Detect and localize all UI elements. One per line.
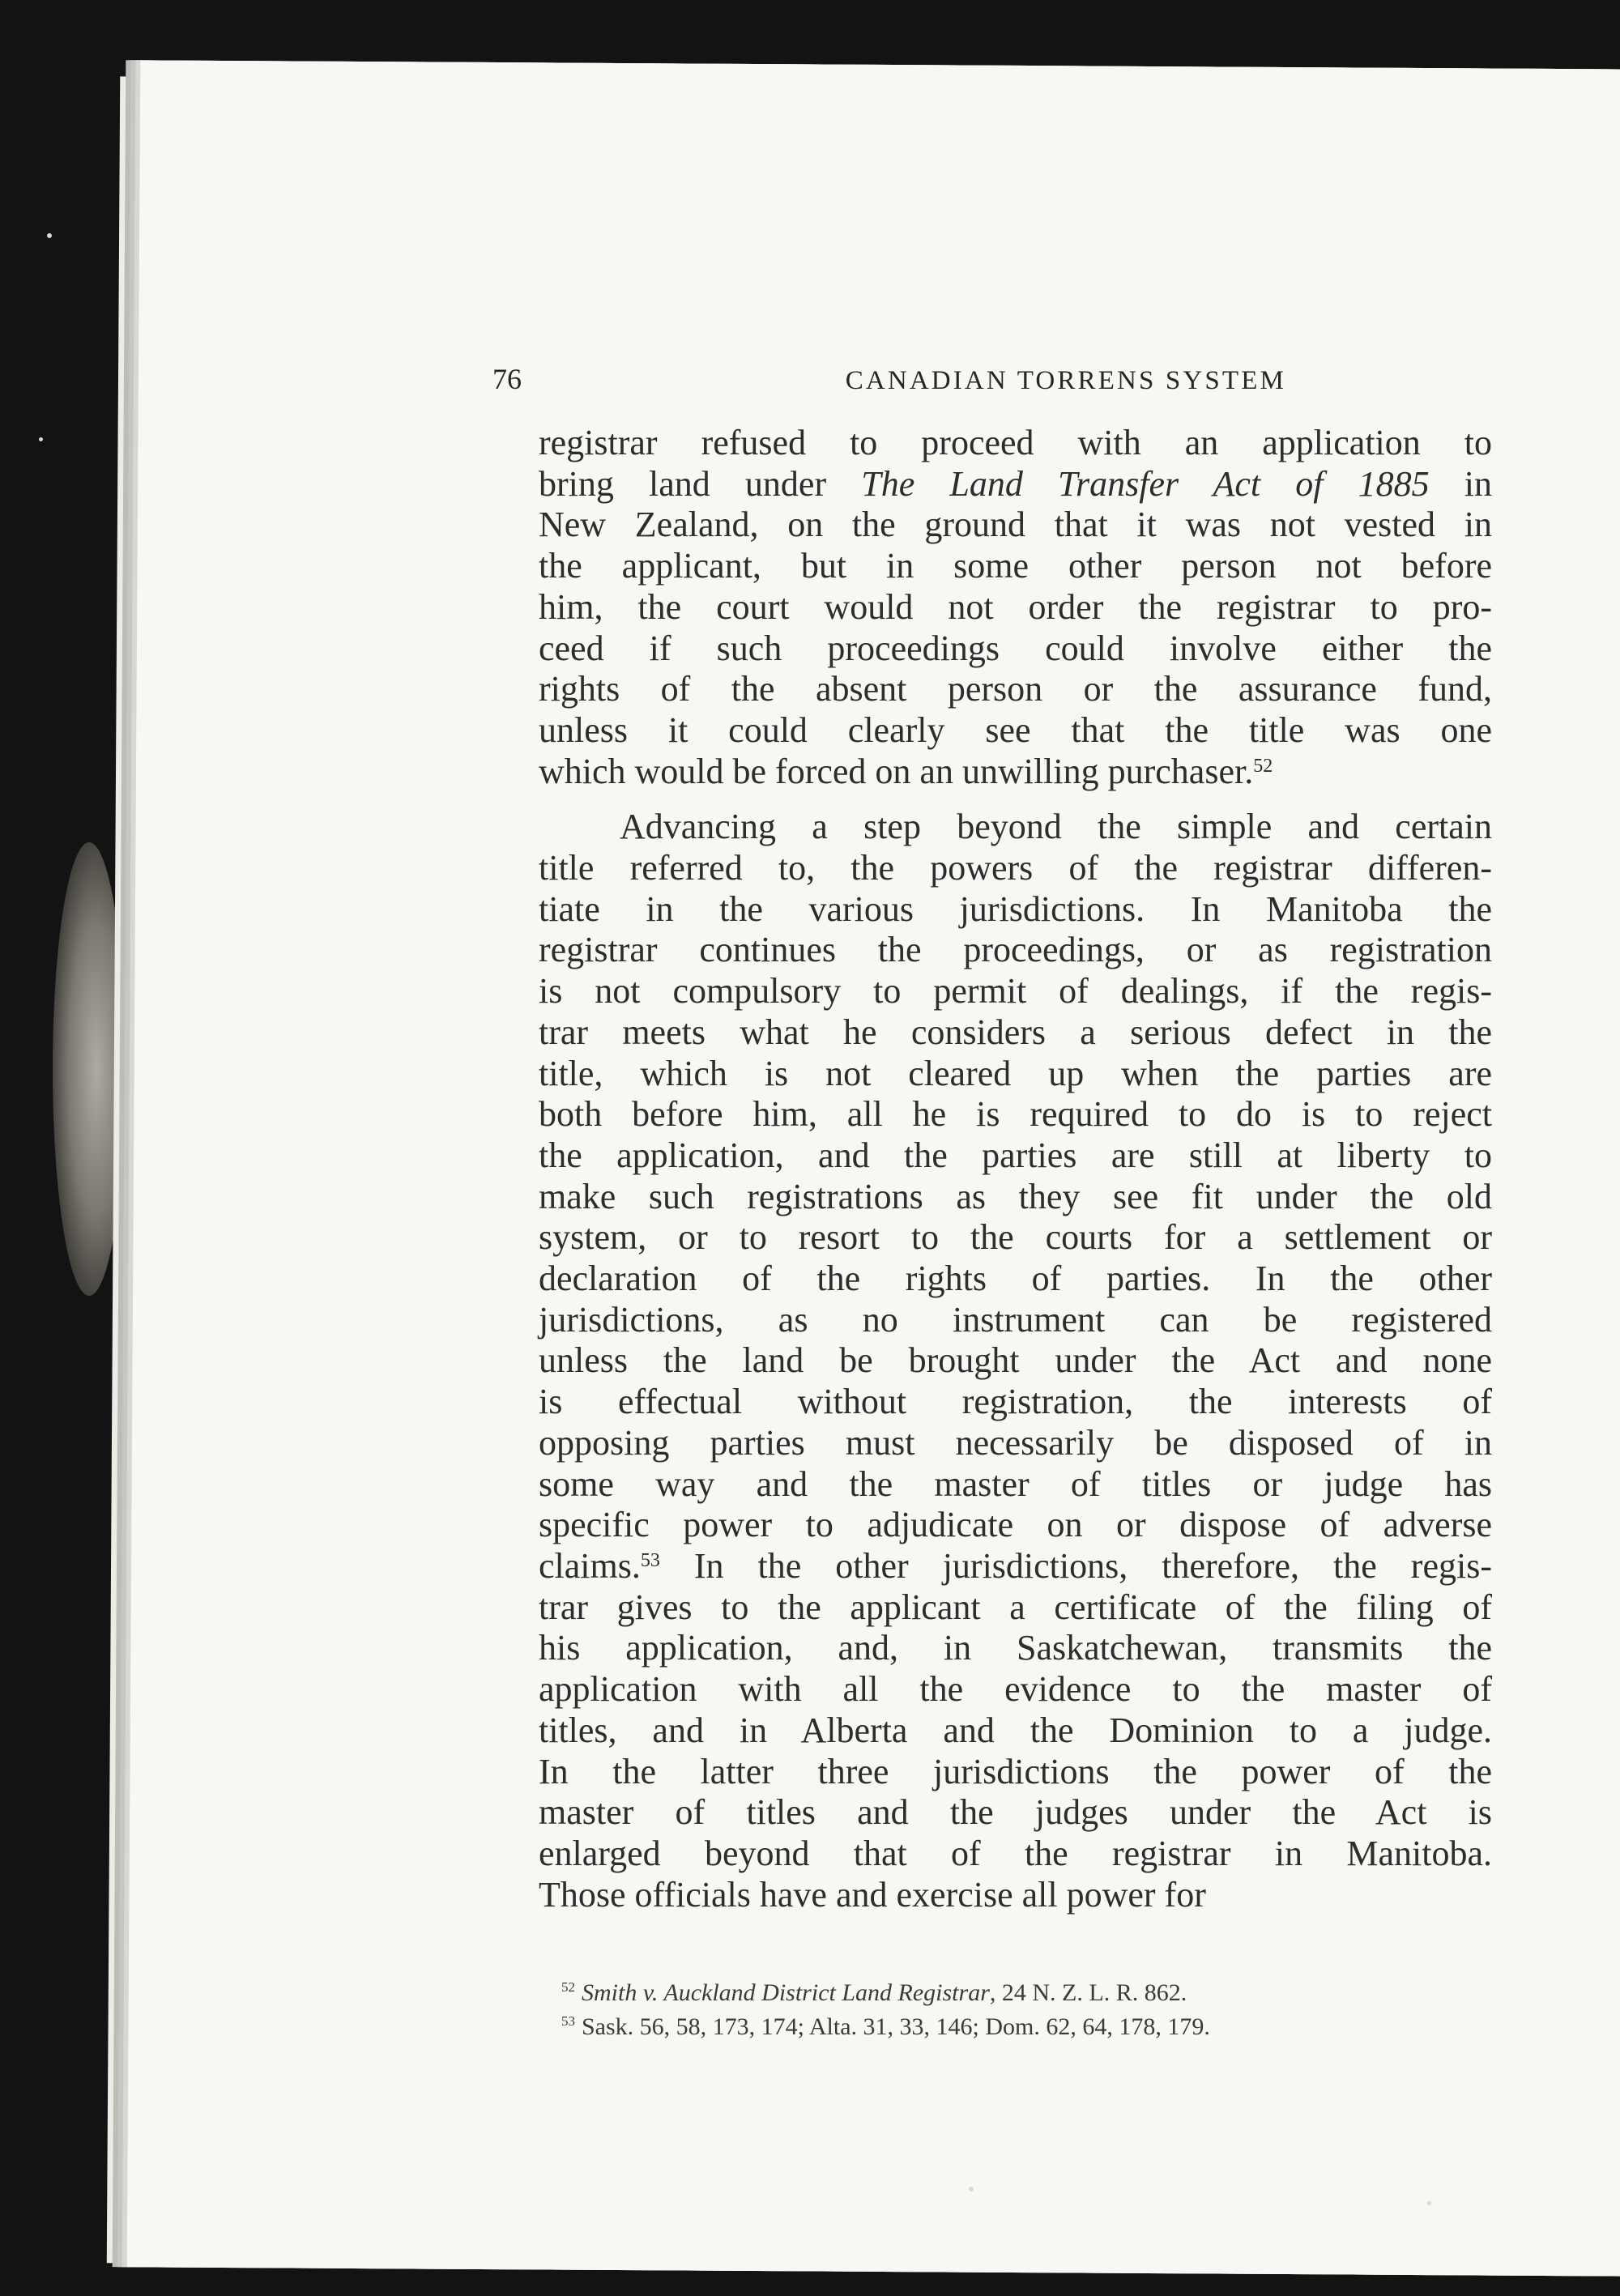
text-line: [539, 1177, 1492, 1218]
paragraph: [539, 807, 1492, 1915]
text-line: [539, 807, 1492, 848]
text-run: both before him, all he is required to do is to reject: [539, 1094, 1492, 1135]
text-run: In the other jurisdictions, therefore, the regis-: [659, 1545, 1492, 1586]
text-run: trar gives to the applicant a certificate of the filing of: [539, 1587, 1492, 1627]
text-line: [539, 1752, 1492, 1793]
page-number: 76: [492, 363, 522, 395]
text-line: [539, 1792, 1492, 1834]
text-run: registrar continues the proceedings, or as registration: [539, 930, 1492, 970]
text-line: [539, 1217, 1492, 1259]
text-run: New Zealand, on the ground that it was not vested in: [539, 505, 1492, 545]
text-run: in: [1429, 463, 1493, 504]
text-run: titles, and in Alberta and the Dominion to a judge.: [539, 1710, 1492, 1750]
text-line: [539, 1464, 1492, 1506]
text-run: ceed if such proceedings could involve either the: [539, 628, 1492, 668]
text-run: him, the court would not order the registrar to pro-: [539, 586, 1492, 627]
text-run: master of titles and the judges under the Act is: [539, 1792, 1492, 1833]
text-run: bring land under: [539, 463, 862, 504]
text-run: some way and the master of titles or judge has: [539, 1463, 1492, 1504]
text-line: [539, 710, 1492, 752]
text-line: [539, 752, 1492, 793]
text-line: [539, 1300, 1492, 1341]
text-line: [539, 1669, 1492, 1710]
text-run: , 24 N. Z. L. R. 862.: [989, 1979, 1187, 2006]
footnote-reference: 52: [561, 1979, 575, 1995]
text-run: declaration of the rights of parties. In the other: [539, 1259, 1492, 1299]
text-run: title referred to, the powers of the registrar differen-: [539, 848, 1492, 888]
text-line: [539, 628, 1492, 670]
text-run: system, or to resort to the courts for a settlement or: [539, 1217, 1492, 1258]
text-line: [539, 1340, 1492, 1382]
text-run: make such registrations as they see fit under the old: [539, 1176, 1492, 1216]
footnote-reference: 53: [640, 1549, 660, 1571]
body-text: [539, 423, 1492, 1915]
text-run: title, which is not cleared up when the parties are: [539, 1053, 1492, 1093]
text-run: unless it could clearly see that the title was one: [539, 709, 1492, 750]
text-line: [539, 1834, 1492, 1875]
footnote-reference: 52: [1253, 755, 1273, 777]
text-line: [539, 1710, 1492, 1752]
text-line: [539, 889, 1492, 931]
footnote: [561, 1976, 1493, 2010]
text-run: enlarged beyond that of the registrar in Manitoba.: [539, 1833, 1492, 1873]
text-line: [539, 1546, 1492, 1587]
text-line: [539, 1628, 1492, 1669]
text-line: [539, 1423, 1492, 1464]
text-run: claims.: [539, 1545, 641, 1586]
text-line: [539, 1094, 1492, 1135]
text-run: specific power to adjudicate on or dispose of adverse: [539, 1505, 1492, 1545]
text-run: is effectual without registration, the interests of: [539, 1382, 1492, 1422]
text-line: [539, 464, 1492, 505]
text-run: opposing parties must necessarily be disposed of in: [539, 1422, 1492, 1463]
footnotes: [561, 1976, 1493, 2044]
text-run: application with all the evidence to the master of: [539, 1669, 1492, 1710]
text-line: [539, 1135, 1492, 1177]
footnote-reference: 53: [561, 2013, 575, 2029]
scan-speck: [39, 437, 43, 441]
text-line: [539, 1054, 1492, 1095]
text-run: Sask. 56, 58, 173, 174; Alta. 31, 33, 146; Dom. 62, 64, 178, 179.: [582, 2013, 1210, 2040]
text-line: [539, 1012, 1492, 1054]
text-line: [539, 1259, 1492, 1300]
text-line: [539, 1382, 1492, 1423]
text-run: rights of the absent person or the assurance fund,: [539, 669, 1492, 709]
footnote: [561, 2010, 1493, 2044]
text-run: Advancing a step beyond the simple and certain: [620, 807, 1492, 847]
text-run: trar meets what he considers a serious defect in the: [539, 1012, 1492, 1052]
text-run: the applicant, but in some other person not before: [539, 546, 1492, 586]
text-line: [539, 505, 1492, 546]
text-run: the application, and the parties are still at liberty to: [539, 1135, 1492, 1175]
paragraph: [539, 423, 1492, 792]
running-head-title: CANADIAN TORRENS SYSTEM: [845, 366, 1286, 395]
running-head: [492, 362, 1485, 396]
text-run: registrar refused to proceed with an application to: [539, 423, 1492, 462]
text-run: unless the land be brought under the Act and none: [539, 1340, 1492, 1381]
text-line: [539, 848, 1492, 889]
text-run: tiate in the various jurisdictions. In Manitoba the: [539, 888, 1492, 929]
text-line: [539, 1587, 1492, 1629]
italic-text: The Land Transfer Act of 1885: [861, 463, 1430, 504]
text-run: In the latter three jurisdictions the power of the: [539, 1751, 1492, 1791]
text-run: is not compulsory to permit of dealings, if the regis-: [539, 971, 1492, 1012]
text-line: [539, 1505, 1492, 1546]
scan-speck: [1427, 2201, 1431, 2205]
text-run: jurisdictions, as no instrument can be registered: [539, 1299, 1492, 1340]
text-run: which would be forced on an unwilling purchaser.: [539, 751, 1254, 791]
text-run: his application, and, in Saskatchewan, transmits the: [539, 1628, 1492, 1668]
scan-speck: [969, 2187, 974, 2192]
scan-speck: [47, 233, 52, 238]
text-line: [539, 423, 1492, 464]
text-line: [539, 971, 1492, 1012]
text-line: [539, 546, 1492, 587]
italic-text: Smith v. Auckland District Land Registrar: [582, 1979, 990, 2006]
text-line: [539, 1875, 1492, 1916]
text-line: [539, 930, 1492, 971]
text-run: Those officials have and exercise all power for: [539, 1874, 1206, 1915]
text-line: [539, 587, 1492, 628]
text-line: [539, 669, 1492, 710]
